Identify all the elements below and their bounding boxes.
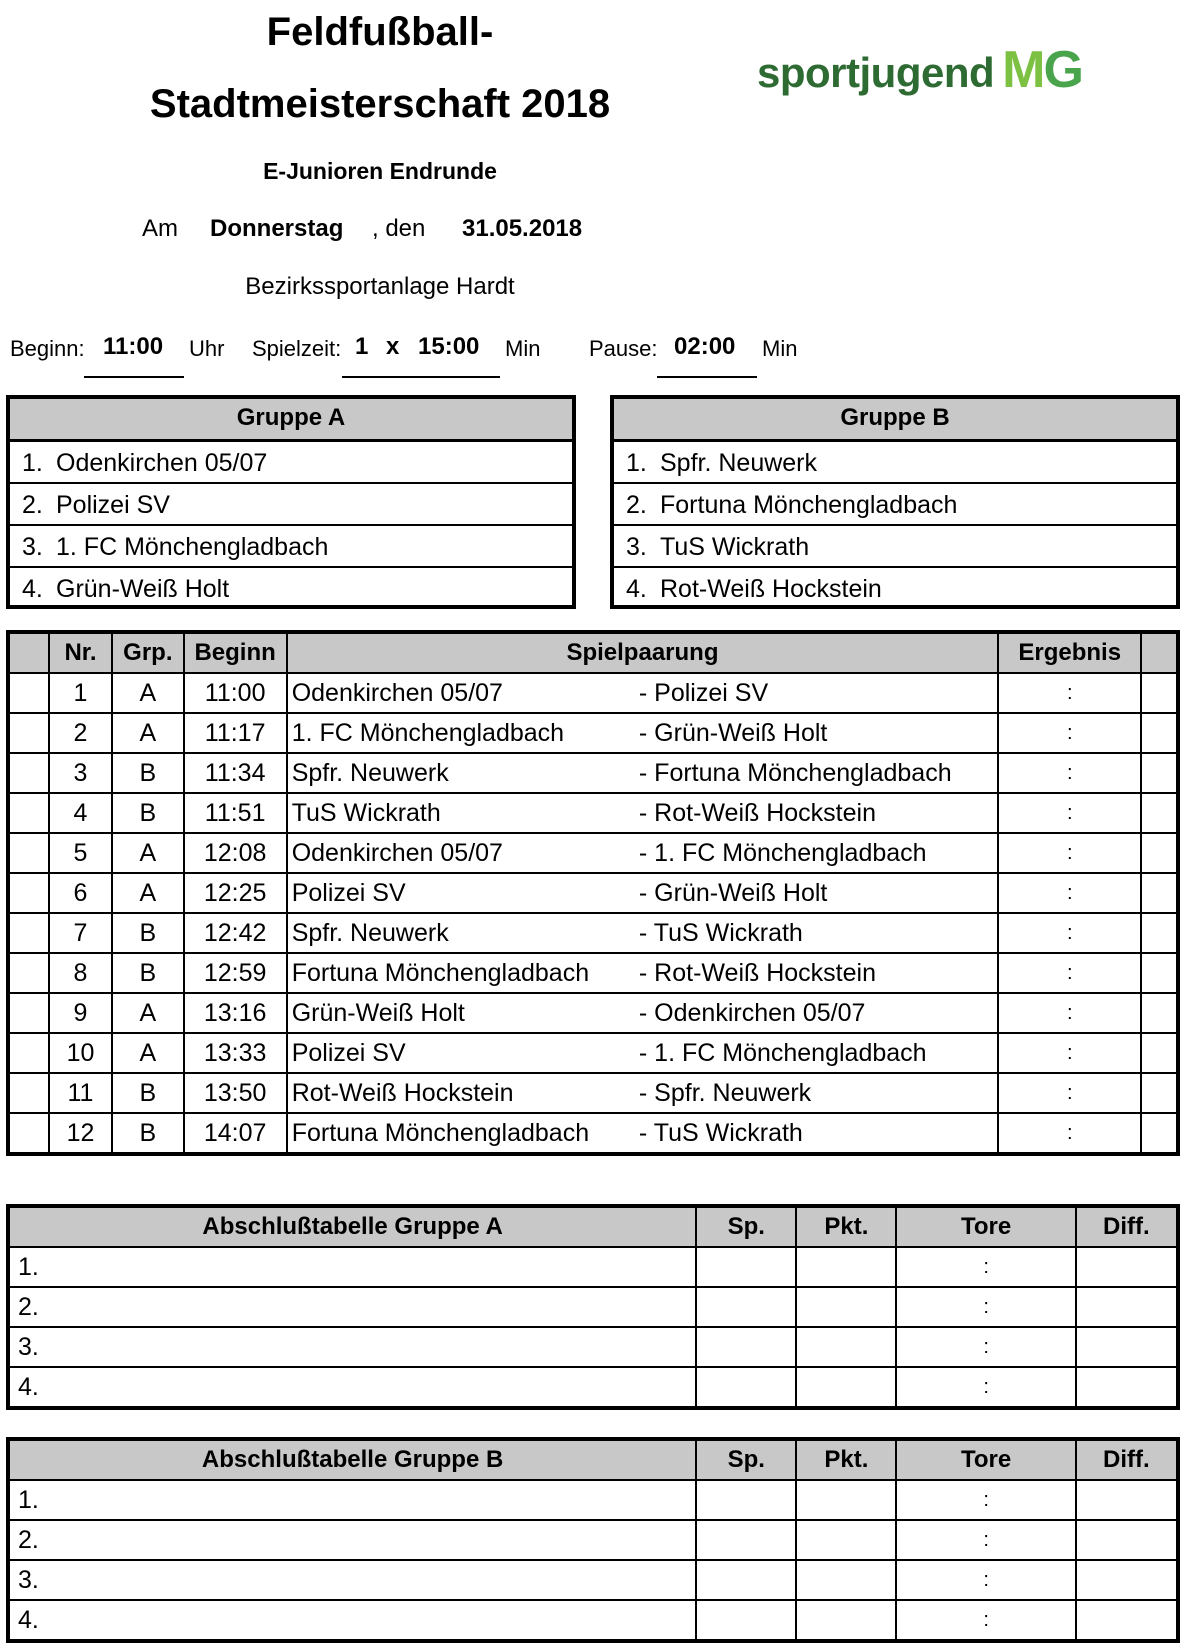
match-time: 11:17	[184, 713, 287, 753]
team-name: Polizei SV	[56, 491, 170, 519]
home-team: Fortuna Mönchengladbach	[287, 1113, 639, 1154]
page-subtitle: E-Junioren Endrunde	[263, 158, 497, 184]
group-b-team	[614, 568, 1176, 608]
home-team: Polizei SV	[287, 873, 639, 913]
team-number: 3.	[626, 533, 647, 561]
row-blank-right	[1141, 913, 1178, 953]
group-b-box	[610, 395, 1180, 609]
home-team: Polizei SV	[287, 1033, 639, 1073]
match-group: A	[112, 673, 183, 713]
standings-row	[8, 1247, 1178, 1287]
playtime-label: Spielzeit:	[252, 336, 342, 361]
team-name: Grün-Weiß Holt	[56, 575, 230, 603]
start-unit: Uhr	[189, 336, 225, 361]
header-sp: Sp.	[696, 1439, 796, 1480]
match-group: A	[112, 833, 183, 873]
group-b-team	[614, 442, 1176, 484]
pause-value: 02:00	[674, 333, 736, 360]
standings-position: 1.	[8, 1247, 696, 1287]
schedule-row	[8, 1073, 1178, 1113]
match-result[interactable]: :	[998, 713, 1141, 753]
home-team: Odenkirchen 05/07	[287, 673, 639, 713]
row-blank-left	[8, 873, 49, 913]
row-blank-right	[1141, 713, 1178, 753]
match-number: 4	[49, 793, 112, 833]
home-team: TuS Wickrath	[287, 793, 639, 833]
match-time: 12:08	[184, 833, 287, 873]
diff-cell[interactable]	[1076, 1327, 1178, 1367]
match-number: 9	[49, 993, 112, 1033]
weekday: Donnerstag	[210, 215, 344, 242]
playtime-underline	[342, 376, 500, 378]
match-time: 12:42	[184, 913, 287, 953]
final-b-header-row	[8, 1439, 1178, 1480]
team-name: Fortuna Mönchengladbach	[660, 491, 958, 519]
away-team: - Odenkirchen 05/07	[639, 993, 998, 1033]
match-result[interactable]: :	[998, 873, 1141, 913]
team-name: Spfr. Neuwerk	[660, 449, 818, 477]
sp-cell[interactable]	[696, 1367, 796, 1408]
final-table-group-a	[6, 1204, 1180, 1410]
schedule-row	[8, 873, 1178, 913]
match-result[interactable]: :	[998, 1073, 1141, 1113]
team-number: 1.	[22, 449, 43, 477]
diff-cell[interactable]	[1076, 1480, 1178, 1520]
schedule-row	[8, 1113, 1178, 1154]
row-blank-right	[1141, 753, 1178, 793]
away-team: - Spfr. Neuwerk	[639, 1073, 998, 1113]
schedule-row	[8, 1033, 1178, 1073]
pkt-cell[interactable]	[796, 1367, 896, 1408]
group-b-team	[614, 526, 1176, 568]
header-nr: Nr.	[49, 632, 112, 673]
home-team: Fortuna Mönchengladbach	[287, 953, 639, 993]
group-a-team	[10, 568, 572, 608]
row-blank-left	[8, 913, 49, 953]
away-team: - Polizei SV	[639, 673, 998, 713]
group-b-team	[614, 484, 1176, 526]
home-team: Rot-Weiß Hockstein	[287, 1073, 639, 1113]
header-pkt: Pkt.	[796, 1439, 896, 1480]
match-group: A	[112, 713, 183, 753]
standings-row	[8, 1600, 1178, 1641]
match-time: 14:07	[184, 1113, 287, 1154]
match-number: 2	[49, 713, 112, 753]
header-tore: Tore	[896, 1439, 1075, 1480]
playtime-count: 1	[355, 333, 369, 360]
row-blank-left	[8, 833, 49, 873]
row-blank-left	[8, 953, 49, 993]
page-title-line2: Stadtmeisterschaft 2018	[149, 82, 611, 126]
match-result[interactable]: :	[998, 793, 1141, 833]
team-number: 2.	[626, 491, 647, 519]
schedule-row	[8, 833, 1178, 873]
match-group: B	[112, 1113, 183, 1154]
team-name: Odenkirchen 05/07	[56, 449, 268, 477]
header-diff: Diff.	[1076, 1206, 1178, 1247]
start-underline	[84, 376, 184, 378]
match-time: 13:50	[184, 1073, 287, 1113]
match-number: 7	[49, 913, 112, 953]
diff-cell[interactable]	[1076, 1367, 1178, 1408]
match-time: 12:25	[184, 873, 287, 913]
sp-cell[interactable]	[696, 1600, 796, 1641]
header-ergebnis: Ergebnis	[998, 632, 1141, 673]
pause-underline	[657, 376, 757, 378]
match-group: A	[112, 1033, 183, 1073]
match-group: B	[112, 913, 183, 953]
pkt-cell[interactable]	[796, 1287, 896, 1327]
playtime-unit: Min	[505, 336, 541, 361]
group-a-box	[6, 395, 576, 609]
final-table-group-b	[6, 1437, 1180, 1643]
team-number: 4.	[22, 575, 43, 603]
row-blank-right	[1141, 1113, 1178, 1154]
away-team: - Grün-Weiß Holt	[639, 713, 998, 753]
match-group: A	[112, 873, 183, 913]
home-team: Spfr. Neuwerk	[287, 753, 639, 793]
match-number: 3	[49, 753, 112, 793]
sp-cell[interactable]	[696, 1247, 796, 1287]
tore-cell[interactable]: :	[896, 1327, 1075, 1367]
schedule-row	[8, 753, 1178, 793]
pkt-cell[interactable]	[796, 1247, 896, 1287]
match-time: 12:59	[184, 953, 287, 993]
away-team: - 1. FC Mönchengladbach	[639, 833, 998, 873]
row-blank-left	[8, 713, 49, 753]
mg-logo-mark	[1002, 40, 1082, 100]
away-team: - Fortuna Mönchengladbach	[639, 753, 998, 793]
playtime-x: x	[386, 333, 400, 360]
diff-cell[interactable]	[1076, 1600, 1178, 1641]
logo-text: sportjugend	[757, 49, 995, 96]
team-name: 1. FC Mönchengladbach	[56, 533, 329, 561]
group-a-title: Gruppe A	[10, 399, 572, 442]
sp-cell[interactable]	[696, 1520, 796, 1560]
final-a-header-row	[8, 1206, 1178, 1247]
diff-cell[interactable]	[1076, 1560, 1178, 1600]
match-result[interactable]: :	[998, 913, 1141, 953]
row-blank-left	[8, 993, 49, 1033]
header-diff: Diff.	[1076, 1439, 1178, 1480]
standings-row	[8, 1480, 1178, 1520]
match-number: 1	[49, 673, 112, 713]
group-a-team	[10, 442, 572, 484]
header-spielpaarung: Spielpaarung	[287, 632, 999, 673]
header-blank-left	[8, 632, 49, 673]
pkt-cell[interactable]	[796, 1480, 896, 1520]
match-result[interactable]: :	[998, 753, 1141, 793]
match-group: B	[112, 953, 183, 993]
team-number: 2.	[22, 491, 43, 519]
pause-unit: Min	[762, 336, 798, 361]
row-blank-left	[8, 793, 49, 833]
schedule-row	[8, 793, 1178, 833]
match-result[interactable]: :	[998, 1033, 1141, 1073]
row-blank-left	[8, 1073, 49, 1113]
diff-cell[interactable]	[1076, 1247, 1178, 1287]
match-number: 10	[49, 1033, 112, 1073]
row-blank-left	[8, 673, 49, 713]
standings-position: 3.	[8, 1327, 696, 1367]
row-blank-right	[1141, 673, 1178, 713]
sp-cell[interactable]	[696, 1480, 796, 1520]
diff-cell[interactable]	[1076, 1520, 1178, 1560]
team-name: TuS Wickrath	[660, 533, 810, 561]
standings-row	[8, 1287, 1178, 1327]
away-team: - Rot-Weiß Hockstein	[639, 953, 998, 993]
diff-cell[interactable]	[1076, 1287, 1178, 1327]
schedule-row	[8, 993, 1178, 1033]
standings-row	[8, 1367, 1178, 1408]
final-a-title: Abschlußtabelle Gruppe A	[8, 1206, 696, 1247]
pkt-cell[interactable]	[796, 1600, 896, 1641]
home-team: Grün-Weiß Holt	[287, 993, 639, 1033]
group-a-team	[10, 526, 572, 568]
team-name: Rot-Weiß Hockstein	[660, 575, 882, 603]
match-group: B	[112, 793, 183, 833]
match-number: 11	[49, 1073, 112, 1113]
away-team: - Rot-Weiß Hockstein	[639, 793, 998, 833]
schedule-row	[8, 673, 1178, 713]
page-title-line1: Feldfußball-	[266, 10, 494, 54]
start-value: 11:00	[103, 333, 164, 360]
pause-label: Pause:	[589, 336, 658, 361]
match-result[interactable]: :	[998, 953, 1141, 993]
sp-cell[interactable]	[696, 1327, 796, 1367]
home-team: 1. FC Mönchengladbach	[287, 713, 639, 753]
header-pkt: Pkt.	[796, 1206, 896, 1247]
schedule-table	[6, 630, 1180, 1156]
away-team: - 1. FC Mönchengladbach	[639, 1033, 998, 1073]
schedule-row	[8, 913, 1178, 953]
match-result[interactable]: :	[998, 673, 1141, 713]
match-result[interactable]: :	[998, 833, 1141, 873]
header-beginn: Beginn	[184, 632, 287, 673]
match-group: B	[112, 753, 183, 793]
standings-position: 2.	[8, 1520, 696, 1560]
pkt-cell[interactable]	[796, 1560, 896, 1600]
match-time: 13:16	[184, 993, 287, 1033]
tore-cell[interactable]: :	[896, 1247, 1075, 1287]
header-tore: Tore	[896, 1206, 1075, 1247]
header-grp: Grp.	[112, 632, 183, 673]
match-number: 6	[49, 873, 112, 913]
match-time: 11:51	[184, 793, 287, 833]
team-number: 1.	[626, 449, 647, 477]
group-a-team	[10, 484, 572, 526]
standings-position: 2.	[8, 1287, 696, 1327]
sp-cell[interactable]	[696, 1560, 796, 1600]
row-blank-right	[1141, 1073, 1178, 1113]
event-date: 31.05.2018	[462, 215, 583, 242]
row-blank-right	[1141, 953, 1178, 993]
pkt-cell[interactable]	[796, 1327, 896, 1367]
schedule-header-row	[8, 632, 1178, 673]
team-number: 4.	[626, 575, 647, 603]
logo-mark-g: G	[1043, 41, 1082, 99]
match-time: 11:00	[184, 673, 287, 713]
away-team: - TuS Wickrath	[639, 1113, 998, 1154]
pkt-cell[interactable]	[796, 1520, 896, 1560]
standings-row	[8, 1560, 1178, 1600]
logo-mark-m: M	[1002, 41, 1044, 99]
tore-cell[interactable]: :	[896, 1560, 1075, 1600]
team-number: 3.	[22, 533, 43, 561]
standings-position: 4.	[8, 1367, 696, 1408]
final-b-title: Abschlußtabelle Gruppe B	[8, 1439, 696, 1480]
header-blank-right	[1141, 632, 1178, 673]
standings-position: 1.	[8, 1480, 696, 1520]
away-team: - TuS Wickrath	[639, 913, 998, 953]
header-sp: Sp.	[696, 1206, 796, 1247]
tore-cell[interactable]: :	[896, 1287, 1075, 1327]
tore-cell[interactable]: :	[896, 1520, 1075, 1560]
row-blank-left	[8, 1113, 49, 1154]
row-blank-right	[1141, 873, 1178, 913]
match-number: 8	[49, 953, 112, 993]
row-blank-right	[1141, 1033, 1178, 1073]
sp-cell[interactable]	[696, 1287, 796, 1327]
schedule-row	[8, 713, 1178, 753]
home-team: Spfr. Neuwerk	[287, 913, 639, 953]
playtime-value: 15:00	[418, 333, 480, 360]
sportjugend-logo	[757, 40, 1082, 100]
match-time: 13:33	[184, 1033, 287, 1073]
schedule-row	[8, 953, 1178, 993]
row-blank-left	[8, 753, 49, 793]
venue: Bezirkssportanlage Hardt	[245, 273, 515, 300]
start-label: Beginn:	[10, 336, 85, 361]
match-result[interactable]: :	[998, 1113, 1141, 1154]
row-blank-left	[8, 1033, 49, 1073]
away-team: - Grün-Weiß Holt	[639, 873, 998, 913]
date-separator: , den	[372, 215, 426, 242]
standings-row	[8, 1327, 1178, 1367]
match-result[interactable]: :	[998, 993, 1141, 1033]
date-prefix: Am	[142, 215, 178, 242]
row-blank-right	[1141, 993, 1178, 1033]
match-group: A	[112, 993, 183, 1033]
standings-position: 3.	[8, 1560, 696, 1600]
tore-cell[interactable]: :	[896, 1480, 1075, 1520]
standings-position: 4.	[8, 1600, 696, 1641]
tore-cell[interactable]: :	[896, 1367, 1075, 1408]
standings-row	[8, 1520, 1178, 1560]
match-number: 12	[49, 1113, 112, 1154]
row-blank-right	[1141, 833, 1178, 873]
tore-cell[interactable]: :	[896, 1600, 1075, 1641]
group-b-title: Gruppe B	[614, 399, 1176, 442]
row-blank-right	[1141, 793, 1178, 833]
home-team: Odenkirchen 05/07	[287, 833, 639, 873]
match-time: 11:34	[184, 753, 287, 793]
match-number: 5	[49, 833, 112, 873]
match-group: B	[112, 1073, 183, 1113]
